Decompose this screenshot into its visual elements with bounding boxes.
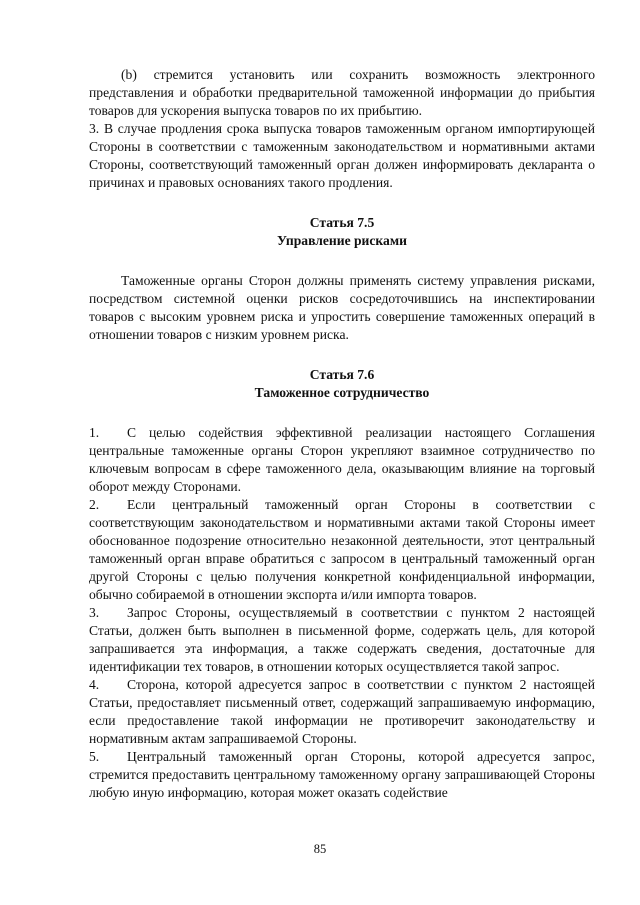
page-number: 85 — [313, 842, 327, 856]
item-text: Сторона, которой адресуется запрос в соответствии с пунктом 2 настоящей Статьи, предоставляет письменный ответ, содержащий запрашиваемую информацию, если предоставление такой информации не противоречит законодательству и нормативным актам запрашиваемой Стороны. — [89, 677, 595, 746]
paragraph-b: (b) стремится установить или сохранить возможность электронного представления и обработки предварительной таможенной информации до прибытия товаров для ускорения выпуска товаров по их прибытию. — [89, 67, 595, 118]
paragraph-3: 3. В случае продления срока выпуска товаров таможенным органом импортирующей Стороны в соответствии с таможенным законодательством и нормативными актами Стороны, соответствующий таможенный орган должен информировать декларанта о причинах и правовых основаниях такого продления. — [89, 121, 595, 190]
article-7-5-title: Управление рисками — [277, 233, 407, 248]
article-7-6-item-3 — [89, 604, 595, 676]
item-number: 3. — [89, 605, 100, 620]
item-text: Если центральный таможенный орган Стороны в соответствии с соответствующим законодательством и нормативными актами такой Стороны имеет обоснованное подозрение относительно незаконной деятельности, этот центральный таможенный орган вправе обратиться с запросом в центральный таможенный орган другой Стороны с целью получения конкретной конфиденциальной информации, обычно собираемой в отношении экспорта и/или импорта товаров. — [89, 497, 595, 602]
article-7-6-title: Таможенное сотрудничество — [254, 385, 430, 400]
item-text: С целью содействия эффективной реализации настоящего Соглашения центральные таможенные органы Сторон укрепляют взаимное сотрудничество по ключевым вопросам в сфере таможенного дела, оказывающим влияние на торговый оборот между Сторонами. — [89, 425, 595, 494]
article-7-6-item-2 — [89, 496, 595, 604]
item-number: 2. — [89, 497, 100, 512]
item-number: 5. — [89, 749, 100, 764]
item-text: Центральный таможенный орган Стороны, которой адресуется запрос, стремится предоставить центральному таможенному органу запрашивающей Стороны любую иную информацию, которая может оказать содействие — [89, 749, 595, 800]
article-7-6-number: Статья 7.6 — [309, 367, 375, 382]
document-page — [89, 66, 595, 802]
article-7-6-item-5 — [89, 748, 595, 802]
item-text: Запрос Стороны, осуществляемый в соответствии с пунктом 2 настоящей Статьи, должен быть выполнен в письменной форме, содержать цель, для которой запрашивается эта информация, а также содержать сведения, достаточные для идентификации тех товаров, в отношении которых осуществляется такой запрос. — [89, 605, 595, 674]
article-7-6-item-4 — [89, 676, 595, 748]
article-7-5-number: Статья 7.5 — [309, 215, 375, 230]
article-7-6-item-1 — [89, 424, 595, 496]
item-number: 4. — [89, 677, 100, 692]
item-number: 1. — [89, 425, 100, 440]
article-7-5-body: Таможенные органы Сторон должны применять систему управления рисками, посредством системной оценки рисков сосредоточившись на инспектировании товаров с высоким уровнем риска и упростить совершение таможенных операций в отношении товаров с низким уровнем риска. — [89, 273, 595, 342]
